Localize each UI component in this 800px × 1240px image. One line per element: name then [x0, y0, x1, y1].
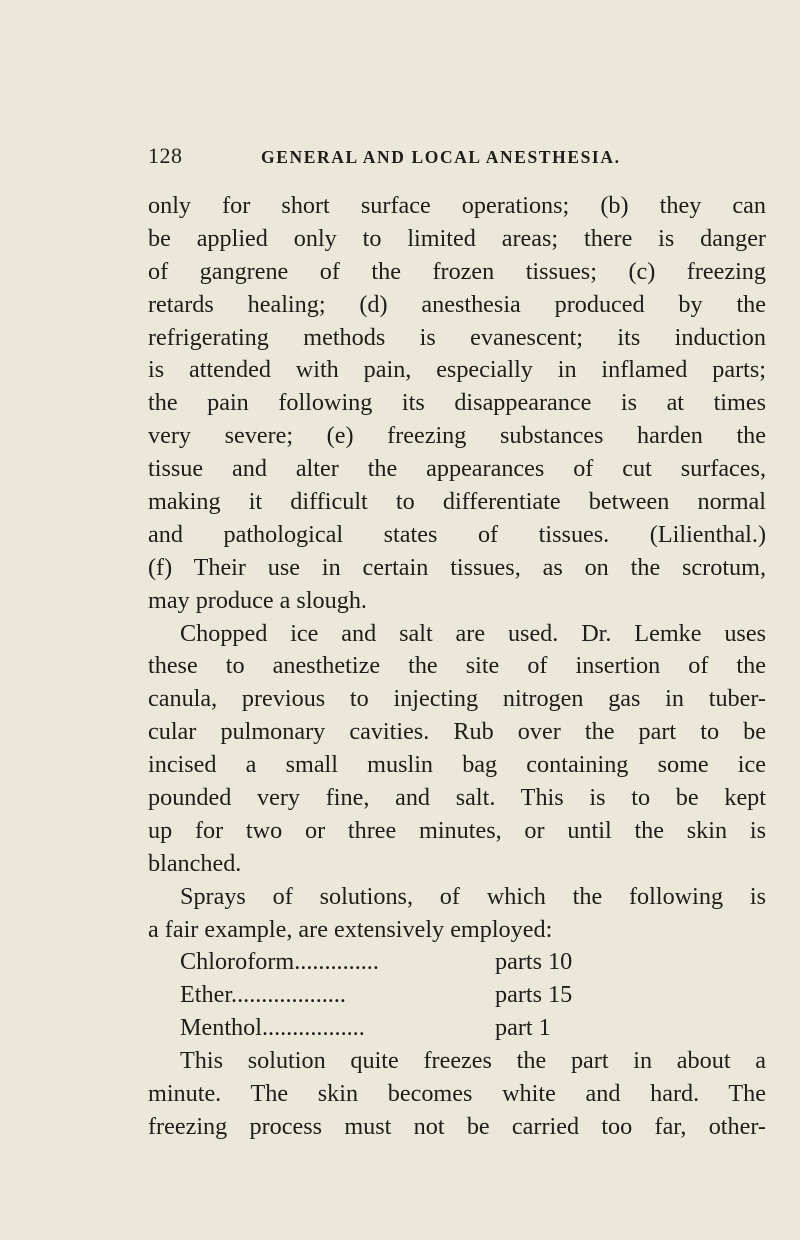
- text-line: This solution quite freezes the part in about a: [180, 1047, 766, 1075]
- formula-row: [148, 979, 766, 1012]
- text-line: freezing process must not be carried too far, other-: [148, 1112, 766, 1140]
- text-line: refrigerating methods is evanescent; its induction: [148, 323, 766, 351]
- formula-amount: part 1: [495, 1014, 551, 1042]
- text-line: making it difficult to differentiate between normal: [148, 488, 766, 516]
- formula-row: [148, 946, 766, 979]
- text-line: retards healing; (d) anesthesia produced by the: [148, 290, 766, 318]
- formula-ingredient: Ether...................: [180, 981, 346, 1009]
- text-line: very severe; (e) freezing substances harden the: [148, 422, 766, 450]
- page-number: 128: [148, 143, 183, 168]
- running-head: GENERAL AND LOCAL ANESTHESIA.: [261, 147, 621, 167]
- text-line: be applied only to limited areas; there is danger: [148, 224, 766, 252]
- text-line: and pathological states of tissues. (Lilienthal.): [148, 520, 766, 548]
- text-line: incised a small muslin bag containing some ice: [148, 751, 766, 779]
- page-header: [148, 143, 768, 173]
- formula-ingredient: Menthol.................: [180, 1014, 365, 1042]
- formula-ingredient: Chloroform..............: [180, 948, 379, 976]
- text-line: may produce a slough.: [148, 586, 367, 614]
- text-line: only for short surface operations; (b) they can: [148, 192, 766, 219]
- text-line: the pain following its disappearance is at times: [148, 389, 766, 417]
- text-line: pounded very fine, and salt. This is to be kept: [148, 784, 766, 812]
- text-line: minute. The skin becomes white and hard. The: [148, 1080, 766, 1108]
- formula-amount: parts 15: [495, 981, 573, 1009]
- text-line: tissue and alter the appearances of cut surfaces,: [148, 455, 766, 483]
- text-line: blanched.: [148, 849, 242, 877]
- text-line: cular pulmonary cavities. Rub over the part to be: [148, 718, 766, 746]
- formula-row: [148, 1012, 766, 1045]
- text-line: is attended with pain, especially in inflamed parts;: [148, 356, 766, 384]
- text-line: Chopped ice and salt are used. Dr. Lemke uses: [180, 619, 766, 647]
- text-line: of gangrene of the frozen tissues; (c) freezing: [148, 257, 766, 285]
- text-line: a fair example, are extensively employed:: [148, 915, 553, 943]
- body-text: [148, 190, 766, 1144]
- text-line: up for two or three minutes, or until the skin is: [148, 816, 766, 844]
- text-line: these to anesthetize the site of insertion of the: [148, 652, 766, 680]
- text-line: Sprays of solutions, of which the following is: [180, 882, 766, 910]
- text-line: canula, previous to injecting nitrogen gas in tuber-: [148, 685, 766, 713]
- text-line: (f) Their use in certain tissues, as on the scrotum,: [148, 553, 766, 581]
- formula-amount: parts 10: [495, 948, 573, 976]
